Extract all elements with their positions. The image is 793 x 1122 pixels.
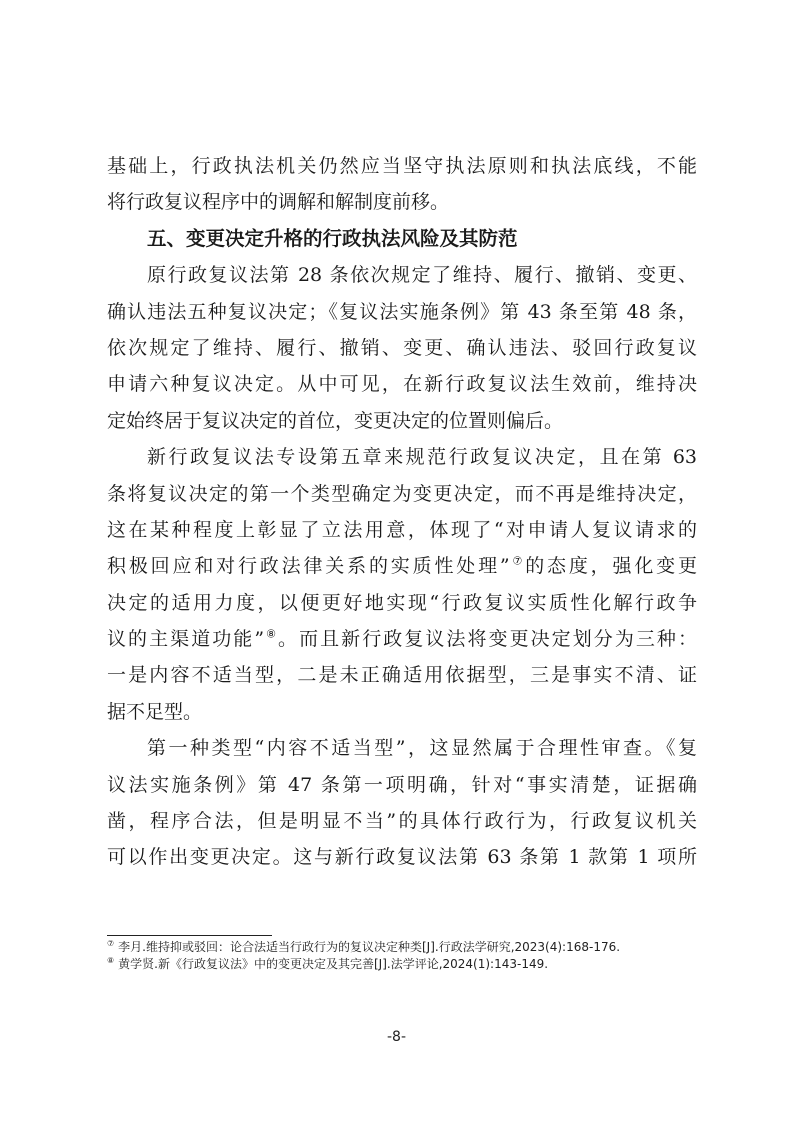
paragraph-line: 定始终居于复议决定的首位，变更决定的位置则偏后。 bbox=[107, 409, 564, 432]
footnote-text: 李月.维持抑或驳回：论合法适当行政行为的复议决定种类[J].行政法学研究,2023(4):168-176. bbox=[118, 940, 621, 954]
paragraph-line: 这在某种程度上彰显了立法用意，体现了“对申请人复议请求的 bbox=[107, 518, 697, 541]
paragraph-line: 据不足型。 bbox=[107, 700, 203, 723]
paragraph-line: 申请六种复议决定。从中可见，在新行政复议法生效前，维持决 bbox=[107, 373, 697, 396]
paragraph-line: 可以作出变更决定。这与新行政复议法第 63 条第 1 款第 1 项所 bbox=[107, 846, 697, 869]
paragraph-line: 凿，程序合法，但是明显不当”的具体行政行为，行政复议机关 bbox=[107, 810, 697, 833]
paragraph-line: 新行政复议法专设第五章来规范行政复议决定，且在第 63 bbox=[147, 446, 697, 469]
footnote-separator bbox=[107, 935, 272, 936]
footnote-reference[interactable]: ⑦ bbox=[509, 554, 526, 568]
footnote-mark: ⑧ bbox=[107, 956, 115, 965]
body-text bbox=[107, 148, 697, 876]
paragraph-text: 的态度，强化变更 bbox=[525, 555, 697, 578]
paragraph-line: 决定的适用力度，以便更好地实现“行政复议实质性化解行政争 bbox=[107, 591, 697, 614]
paragraph-text: 积极回应和对行政法律关系的实质性处理” bbox=[107, 555, 510, 578]
footnote-reference[interactable]: ⑧ bbox=[264, 627, 279, 641]
paragraph-line: 第一种类型“内容不适当型”，这显然属于合理性审查。《复 bbox=[147, 737, 697, 760]
paragraph-line: 条将复议决定的第一个类型确定为变更决定，而不再是维持决定， bbox=[107, 482, 697, 505]
paragraph-line: 依次规定了维持、履行、撤销、变更、确认违法、驳回行政复议 bbox=[107, 336, 697, 359]
paragraph-line bbox=[107, 548, 697, 584]
footnote-mark: ⑦ bbox=[107, 939, 115, 948]
section-heading: 五、变更决定升格的行政执法风险及其防范 bbox=[147, 226, 518, 250]
paragraph-line: 原行政复议法第 28 条依次规定了维持、履行、撤销、变更、 bbox=[147, 264, 697, 287]
footnote bbox=[107, 957, 702, 972]
paragraph-text: 。而且新行政复议法将变更决定划分为三种： bbox=[278, 628, 697, 651]
paragraph-line bbox=[107, 621, 697, 657]
paragraph-line: 议法实施条例》第 47 条第一项明确，针对“事实清楚，证据确 bbox=[107, 773, 697, 796]
page-number: -8- bbox=[386, 1029, 406, 1045]
paragraph-line: 基础上，行政执法机关仍然应当坚守执法原则和执法底线，不能 bbox=[107, 155, 697, 177]
paragraph-text: 议的主渠道功能” bbox=[107, 628, 265, 651]
footnotes bbox=[107, 940, 702, 972]
paragraph-line: 一是内容不适当型，二是未正确适用依据型，三是事实不清、证 bbox=[107, 664, 697, 687]
footnote-text: 黄学贤.新《行政复议法》中的变更决定及其完善[J].法学评论,2024(1):143-149. bbox=[118, 957, 549, 971]
paragraph-line: 将行政复议程序中的调解和解制度前移。 bbox=[107, 191, 450, 214]
footnote bbox=[107, 940, 702, 955]
paragraph-line: 确认违法五种复议决定；《复议法实施条例》第 43 条至第 48 条， bbox=[107, 300, 697, 323]
